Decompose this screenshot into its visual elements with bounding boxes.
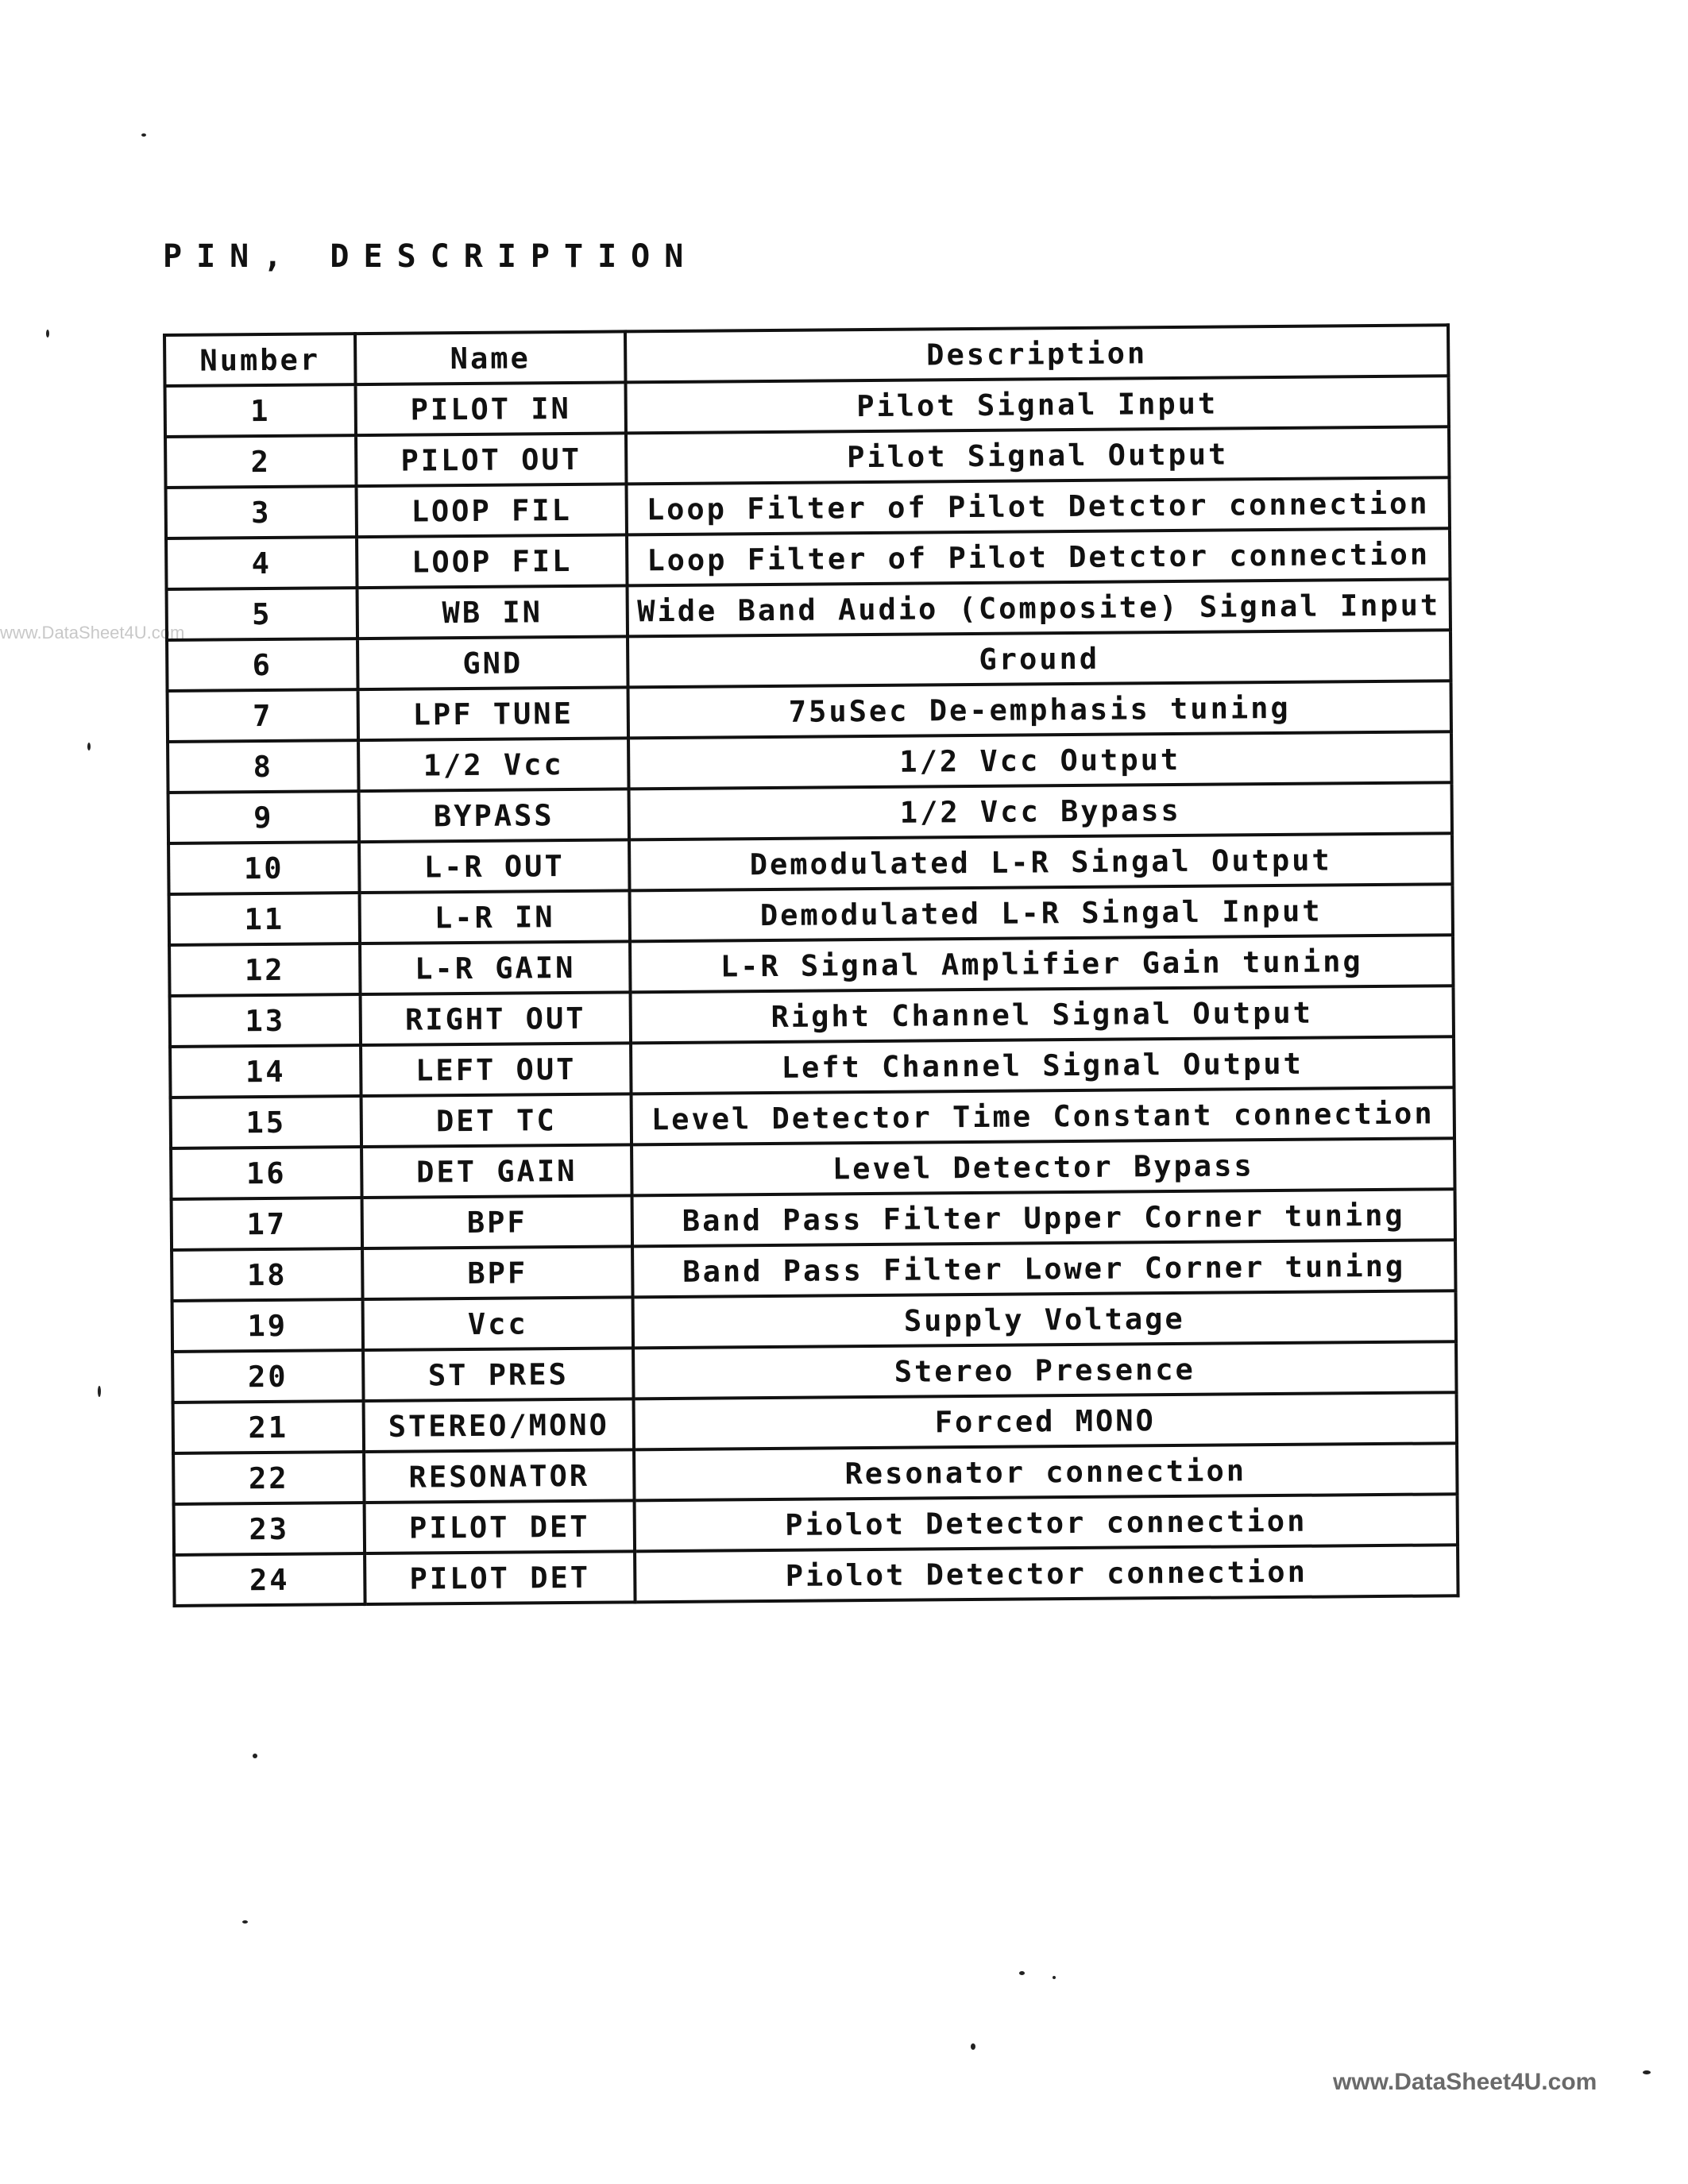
cell-number: 13 — [170, 994, 361, 1047]
cell-name: STEREO/MONO — [364, 1399, 634, 1452]
cell-description: 1/2 Vcc Output — [628, 731, 1451, 789]
cell-description: Wide Band Audio (Composite) Signal Input — [628, 579, 1450, 636]
cell-name: GND — [357, 636, 628, 689]
cell-description: Ground — [628, 630, 1450, 687]
cell-description: Piolot Detector connection — [635, 1545, 1458, 1602]
cell-description: Level Detector Bypass — [632, 1138, 1454, 1195]
cell-name: PILOT DET — [365, 1500, 635, 1553]
cell-number: 15 — [171, 1096, 361, 1148]
cell-description: Piolot Detector connection — [635, 1494, 1458, 1551]
cell-description: Supply Voltage — [633, 1291, 1456, 1348]
scan-speck — [1643, 2070, 1651, 2074]
cell-number: 16 — [171, 1147, 361, 1199]
scan-speck — [253, 1754, 257, 1758]
scan-speck — [242, 1920, 248, 1924]
scan-speck — [98, 1386, 101, 1397]
pin-description-table — [163, 323, 1460, 1607]
cell-name: L-R IN — [360, 890, 630, 943]
cell-description: 1/2 Vcc Bypass — [629, 782, 1452, 839]
cell-number: 1 — [165, 384, 356, 437]
cell-description: Loop Filter of Pilot Detctor connection — [627, 528, 1450, 585]
cell-number: 11 — [169, 893, 360, 945]
cell-number: 5 — [167, 588, 357, 640]
scan-speck — [1019, 1971, 1025, 1975]
cell-number: 19 — [172, 1299, 363, 1352]
cell-description: Right Channel Signal Output — [631, 986, 1454, 1043]
watermark-side: www.DataSheet4U.com — [0, 623, 185, 642]
cell-description: Pilot Signal Input — [626, 376, 1449, 433]
cell-description: L-R Signal Amplifier Gain tuning — [630, 935, 1453, 992]
cell-description: Forced MONO — [634, 1392, 1457, 1449]
scan-speck — [1053, 1976, 1056, 1979]
cell-name: L-R GAIN — [360, 941, 630, 994]
cell-name: LOOP FIL — [357, 534, 627, 588]
cell-description: Band Pass Filter Upper Corner tuning — [632, 1189, 1455, 1246]
header-description: Description — [625, 325, 1448, 382]
scan-speck — [46, 330, 49, 338]
cell-name: Vcc — [363, 1297, 633, 1350]
cell-name: RESONATOR — [364, 1449, 634, 1503]
cell-name: BPF — [362, 1195, 632, 1248]
cell-description: Stereo Presence — [633, 1341, 1456, 1399]
table-row — [174, 1545, 1458, 1606]
cell-name: BPF — [362, 1246, 632, 1299]
cell-name: PILOT DET — [365, 1551, 635, 1604]
scan-speck — [87, 743, 91, 751]
cell-name: RIGHT OUT — [361, 992, 631, 1045]
header-number: Number — [164, 334, 355, 386]
cell-name: ST PRES — [363, 1348, 633, 1401]
cell-number: 2 — [165, 435, 356, 488]
cell-name: 1/2 Vcc — [358, 738, 628, 791]
cell-number: 21 — [173, 1401, 364, 1453]
cell-name: DET TC — [361, 1094, 632, 1147]
cell-name: DET GAIN — [361, 1144, 632, 1198]
cell-number: 7 — [168, 689, 358, 742]
cell-number: 14 — [170, 1045, 361, 1098]
cell-description: Loop Filter of Pilot Detctor connection — [627, 477, 1450, 534]
cell-number: 10 — [168, 842, 359, 894]
cell-number: 23 — [174, 1503, 365, 1555]
cell-name: L-R OUT — [359, 839, 629, 893]
cell-name: WB IN — [357, 585, 628, 639]
cell-name: LEFT OUT — [361, 1043, 631, 1096]
cell-number: 20 — [172, 1350, 363, 1403]
watermark-bottom: www.DataSheet4U.com — [1333, 2069, 1597, 2095]
cell-description: Demodulated L-R Singal Output — [629, 833, 1452, 890]
header-name: Name — [355, 331, 625, 384]
cell-number: 9 — [168, 791, 359, 843]
cell-name: PILOT OUT — [356, 433, 626, 486]
cell-number: 12 — [169, 943, 360, 996]
cell-number: 24 — [174, 1553, 365, 1606]
cell-number: 6 — [167, 639, 357, 691]
cell-description: 75uSec De-emphasis tuning — [628, 681, 1451, 738]
cell-description: Demodulated L-R Singal Input — [630, 884, 1453, 941]
cell-description: Band Pass Filter Lower Corner tuning — [632, 1240, 1455, 1297]
scan-speck — [971, 2043, 975, 2050]
scan-speck — [141, 133, 146, 137]
cell-description: Level Detector Time Constant connection — [632, 1087, 1454, 1144]
cell-number: 22 — [173, 1452, 364, 1504]
cell-name: BYPASS — [359, 789, 629, 842]
cell-number: 17 — [172, 1198, 362, 1250]
cell-name: PILOT IN — [356, 382, 626, 435]
cell-name: LPF TUNE — [358, 687, 628, 740]
cell-number: 18 — [172, 1248, 362, 1301]
cell-description: Pilot Signal Output — [626, 426, 1449, 484]
cell-description: Left Channel Signal Output — [631, 1036, 1454, 1094]
page-title: PIN, DESCRIPTION — [163, 238, 698, 275]
cell-description: Resonator connection — [634, 1443, 1457, 1500]
cell-number: 3 — [166, 486, 357, 538]
cell-number: 4 — [166, 537, 357, 589]
cell-number: 8 — [168, 740, 358, 793]
cell-name: LOOP FIL — [357, 484, 627, 537]
table-body — [165, 376, 1458, 1606]
